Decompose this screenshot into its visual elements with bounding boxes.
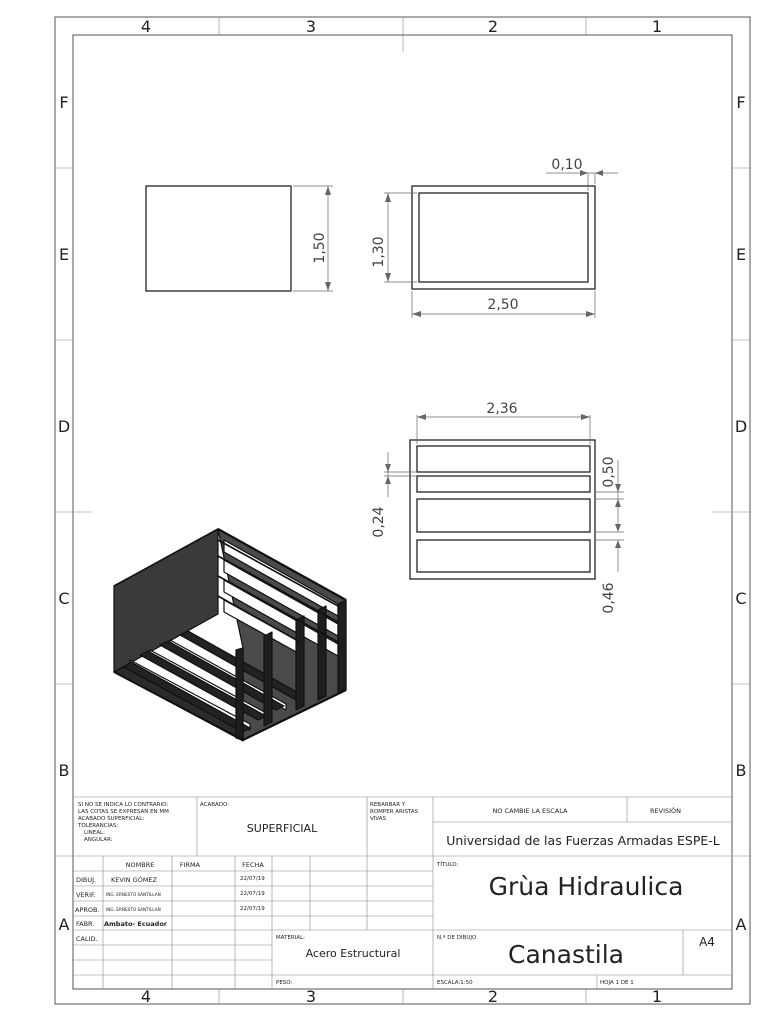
zone-row-b-right: B bbox=[735, 761, 747, 780]
zone-col-3-bottom: 3 bbox=[305, 987, 317, 1006]
zone-row-c-left: C bbox=[58, 589, 70, 608]
zone-row-e-right: E bbox=[735, 245, 747, 264]
header-firma: FIRMA bbox=[179, 861, 201, 869]
top-view bbox=[384, 414, 624, 579]
header-nombre: NOMBRE bbox=[125, 861, 155, 869]
date-aprob: 22/07/19 bbox=[240, 906, 265, 912]
dim-top-thickness: 0,10 bbox=[551, 157, 583, 173]
dim-bar-height: 0,50 bbox=[601, 456, 617, 488]
zone-row-f-right: F bbox=[736, 93, 746, 112]
date-dibuj: 22/07/19 bbox=[240, 876, 265, 882]
role-verif: VERIF. bbox=[76, 891, 96, 899]
acabado-label: ACABADO: bbox=[200, 802, 230, 808]
material-value: Acero Estructural bbox=[305, 947, 401, 960]
revision-label: REVISIÓN bbox=[650, 807, 682, 815]
sheet-size: A4 bbox=[699, 935, 715, 949]
escala-label: ESCALA:1:50 bbox=[437, 980, 473, 986]
note-line-6: ANGULAR: bbox=[84, 837, 113, 843]
role-calid: CALID. bbox=[76, 935, 98, 943]
front-view bbox=[384, 170, 618, 318]
peso-label: PESO: bbox=[276, 980, 293, 986]
role-aprob: APROB. bbox=[75, 906, 100, 914]
zone-row-a-left: A bbox=[58, 915, 70, 934]
zone-col-4-bottom: 4 bbox=[140, 987, 152, 1006]
zone-row-e-left: E bbox=[58, 245, 70, 264]
zone-col-1-bottom: 1 bbox=[651, 987, 663, 1006]
header-fecha: FECHA bbox=[242, 861, 264, 869]
rebarbar-line-1: REBARBAR Y bbox=[370, 802, 406, 808]
zone-row-b-left: B bbox=[58, 761, 70, 780]
rebarbar-line-3: VIVAS bbox=[370, 816, 387, 822]
dim-left-height: 1,50 bbox=[312, 232, 328, 264]
name-dibuj: KEVIN GÓMEZ bbox=[111, 876, 157, 884]
note-line-5: LINEAL: bbox=[84, 830, 105, 836]
role-dibuj: DIBUJ. bbox=[76, 876, 97, 884]
name-fabr: Ambato- Ecuador bbox=[104, 920, 168, 928]
zone-row-d-right: D bbox=[734, 417, 748, 436]
drawing-title: Grùa Hidraulica bbox=[488, 872, 684, 901]
note-line-2: LAS COTAS SE EXPRESAN EN MM bbox=[78, 809, 169, 815]
n-dibujo-label: N.º DE DIBUJO bbox=[437, 935, 477, 941]
isometric-view bbox=[114, 529, 346, 741]
zone-row-f-left: F bbox=[59, 93, 69, 112]
zone-col-2-top: 2 bbox=[487, 17, 499, 36]
date-verif: 22/07/19 bbox=[240, 891, 265, 897]
material-label: MATERIAL: bbox=[276, 935, 306, 941]
titulo-label: TÍTULO: bbox=[437, 862, 459, 868]
zone-col-1-top: 1 bbox=[651, 17, 663, 36]
zone-row-a-right: A bbox=[735, 915, 747, 934]
dim-bar-bottom: 0,46 bbox=[601, 582, 617, 614]
zone-row-d-left: D bbox=[57, 417, 71, 436]
no-cambie-escala: NO CAMBIE LA ESCALA bbox=[492, 807, 568, 815]
name-verif: ING. ERNESTO SANTILLAN bbox=[106, 892, 161, 897]
drawing-name: Canastila bbox=[508, 940, 624, 969]
zone-row-c-right: C bbox=[735, 589, 747, 608]
role-fabr: FABR. bbox=[76, 920, 95, 928]
note-line-4: TOLERANCIAS: bbox=[78, 823, 119, 829]
name-aprob: ING. ERNESTO SANTILLAN bbox=[106, 907, 161, 912]
hoja-label: HOJA 1 DE 1 bbox=[600, 980, 634, 986]
side-view bbox=[146, 186, 333, 291]
zone-col-3-top: 3 bbox=[305, 17, 317, 36]
note-line-3: ACABADO SUPERFICIAL: bbox=[78, 816, 145, 822]
note-line-1: SI NO SE INDICA LO CONTRARIO: bbox=[78, 802, 169, 808]
university-name: Universidad de las Fuerzas Armadas ESPE-L bbox=[446, 833, 720, 848]
zone-col-2-bottom: 2 bbox=[487, 987, 499, 1006]
zone-col-4-top: 4 bbox=[140, 17, 152, 36]
dim-top-width: 2,50 bbox=[487, 297, 519, 313]
dim-bar-gap: 0,24 bbox=[371, 506, 387, 538]
rebarbar-line-2: ROMPER ARISTAS bbox=[370, 809, 419, 815]
dim-bottom-width: 2,36 bbox=[486, 401, 518, 417]
acabado-value: SUPERFICIAL bbox=[246, 822, 318, 835]
dim-right-height: 1,30 bbox=[371, 236, 387, 268]
